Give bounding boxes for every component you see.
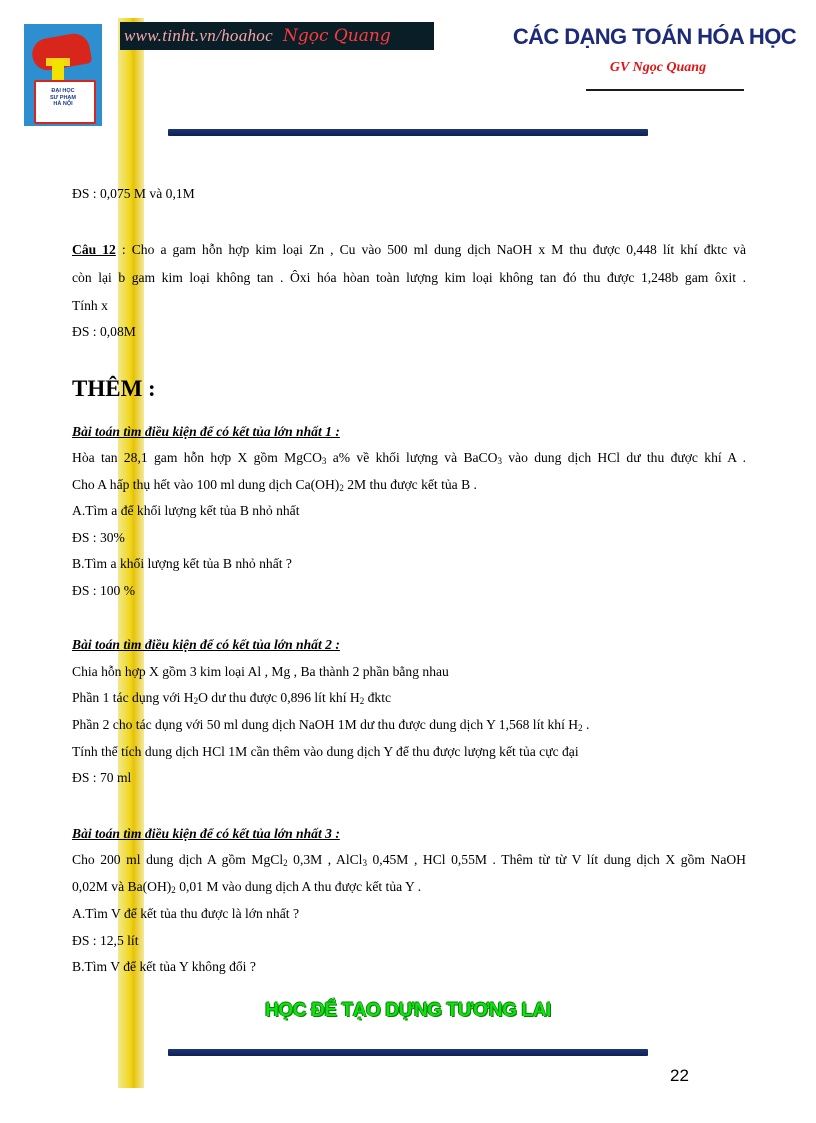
section-1-title: Bài toán tìm điều kiện để có kết tủa lớn nhất 1 : xyxy=(72,424,340,439)
footer-divider xyxy=(168,1049,648,1056)
header-divider xyxy=(168,129,648,136)
title-underline xyxy=(586,89,744,91)
page-number: 22 xyxy=(670,1066,689,1085)
section-3-answer-a: ĐS : 12,5 lít xyxy=(72,933,139,948)
document-title: CÁC DẠNG TOÁN HÓA HỌC xyxy=(512,24,796,49)
section-2-line-2: Phần 1 tác dụng với $H_2O$ dư thu được 0,896 lít khí $H_2$ đktc xyxy=(72,690,392,706)
section-1-answer-b: ĐS : 100 % xyxy=(72,583,136,598)
question-12-line-2: còn lại b gam kim loại không tan . Ôxi hóa hòan toàn lượng kim loại không tan đó thu được 1,248b gam ôxit . xyxy=(72,270,746,285)
section-2-line-1: Chia hỗn hợp X gồm 3 kim loại Al , Mg , Ba thành 2 phần bằng nhau xyxy=(72,664,449,679)
question-12-line-1: Câu 12 : Cho a gam hỗn hợp kim loại Zn , Cu vào 500 ml dung dịch NaOH x M thu được 0,448 lít khí đktc và xyxy=(72,242,746,257)
section-2-line-4: Tính thể tích dung dịch HCl 1M cần thêm vào dung dịch Y để thu được lượng kết tủa cực đại xyxy=(72,744,579,759)
site-signature: Ngọc Quang xyxy=(282,26,391,46)
section-3-line-3: A.Tìm V để kết tủa thu được là lớn nhất ? xyxy=(72,906,299,921)
question-12-line-3: Tính x xyxy=(72,298,108,313)
decorative-stripe xyxy=(118,18,144,1088)
answer-q12: ĐS : 0,08M xyxy=(72,324,136,339)
answer-q11: ĐS : 0,075 M và 0,1M xyxy=(72,186,195,201)
section-2-answer: ĐS : 70 ml xyxy=(72,770,132,785)
section-3-line-1: Cho 200 ml dung dịch A gồm MgCl$_2$ 0,3M , AlCl$_3$ 0,45M , HCl 0,55M . Thêm từ từ V lít dung dịch X gồm NaOH xyxy=(72,852,746,868)
section-1-line-3: A.Tìm a để khối lượng kết tủa B nhỏ nhất xyxy=(72,503,300,518)
section-2-title: Bài toán tìm điều kiện để có kết tủa lớn nhất 2 : xyxy=(72,637,340,652)
footer-slogan: HỌC ĐỂ TẠO DỰNG TƯƠNG LAI xyxy=(265,1000,551,1021)
section-1-line-2: Cho A hấp thụ hết vào 100 ml dung dịch $Ca(OH)_2$ 2M thu được kết tủa B . xyxy=(72,477,477,493)
them-heading: THÊM : xyxy=(72,376,156,401)
section-1-line-5: B.Tìm a khối lượng kết tủa B nhỏ nhất ? xyxy=(72,556,292,571)
site-url: www.tinht.vn/hoahoc xyxy=(124,26,273,45)
site-banner xyxy=(120,22,434,50)
section-3-line-2: 0,02M và $Ba(OH)_2$ 0,01 M vào dung dịch A thu được kết tủa Y . xyxy=(72,879,422,895)
question-12-label: Câu 12 xyxy=(72,242,116,257)
university-logo xyxy=(24,24,102,126)
section-3-title: Bài toán tìm điều kiện để có kết tủa lớn nhất 3 : xyxy=(72,826,340,841)
logo-text: ĐẠI HỌC SƯ PHẠM HÀ NỘI xyxy=(50,88,76,107)
section-1-line-1: Hòa tan 28,1 gam hỗn hợp X gồm MgCO$_3$ a% về khối lượng và BaCO$_3$ vào dung dịch HCl dư thu được khí A . xyxy=(72,450,747,466)
section-1-answer-a: ĐS : 30% xyxy=(72,530,125,545)
teacher-name: GV Ngọc Quang xyxy=(609,60,707,75)
section-3-line-5: B.Tìm V để kết tủa Y không đổi ? xyxy=(72,959,256,974)
section-2-line-3: Phần 2 cho tác dụng với 50 ml dung dịch NaOH 1M dư thu được dung dịch Y 1,568 lít khí $H_2$ . xyxy=(72,717,590,733)
